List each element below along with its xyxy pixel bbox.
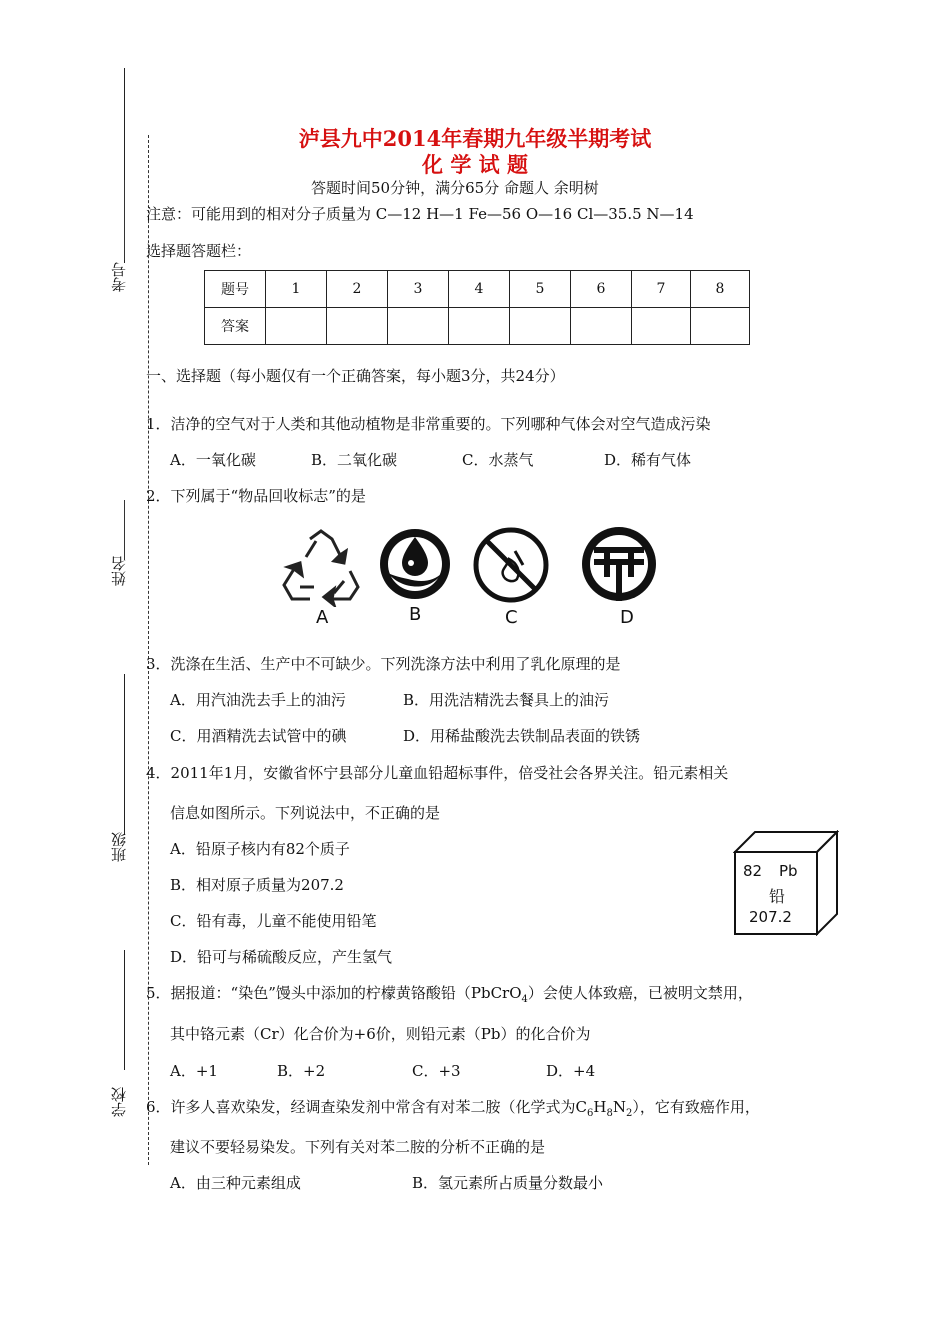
exam-meta: 答题时间50分钟，满分65分 命题人 余明树 [311,179,599,197]
element-name: 铅 [769,887,786,906]
q5-stem-post: ）会使人体致癌，已被明文禁用， [527,984,753,1002]
q6-option-b: B．氢元素所占质量分数最小 [412,1174,604,1192]
exam-title: 泸县九中2014年春期九年级半期考试 [298,126,652,151]
question-number-cell: 6 [571,271,632,308]
answer-cell[interactable] [327,308,388,345]
subject-title: 化 学 试 题 [422,152,528,177]
q4-option-c: C．铅有毒，儿童不能使用铅笔 [170,912,377,930]
q5-stem-pre: 5．据报道：“染色”馒头中添加的柠檬黄铬酸铅（PbCrO [146,984,522,1002]
table-header-cell: 答案 [205,308,266,345]
question-number-cell: 8 [691,271,750,308]
no-fire-icon [473,527,549,603]
question-number-cell: 1 [266,271,327,308]
q5-option-d: D．+4 [546,1062,596,1080]
q3-option-a: A．用汽油洗去手上的油污 [170,691,346,709]
q4-option-a: A．铅原子核内有82个质子 [170,840,350,858]
hazard-icon [580,525,658,603]
table-row [205,271,750,308]
answer-cell[interactable] [691,308,750,345]
q1-stem: 1．洁净的空气对于人类和其他动植物是非常重要的。下列哪种气体会对空气造成污染 [146,415,711,433]
q4-stem-line1: 4．2011年1月，安徽省怀宁县部分儿童血铅超标事件，倍受社会各界关注。铅元素相关 [146,764,729,782]
q6-n: N [612,1098,626,1116]
q3-option-b: B．用洗洁精洗去餐具上的油污 [403,691,610,709]
table-row [205,308,750,345]
name-label: 姓名 [110,556,128,586]
element-box [733,830,839,936]
q1-option-c: C．水蒸气 [462,451,534,469]
q6-stem-line2: 建议不要轻易染发。下列有关对苯二胺的分析不正确的是 [170,1138,546,1156]
answer-cell[interactable] [266,308,327,345]
q4-option-b: B．相对原子质量为207.2 [170,876,344,894]
answer-bar-label: 选择题答题栏： [146,242,252,260]
q2-stem: 2．下列属于“物品回收标志”的是 [146,487,366,505]
q6-stem-pre: 6．许多人喜欢染发，经调查染发剂中常含有对苯二胺（化学式为C [146,1098,588,1116]
water-saving-icon [378,527,452,601]
q6-sub-3: 2 [626,1108,633,1119]
q5-option-c: C．+3 [412,1062,461,1080]
q5-stem-line1 [146,982,753,1005]
q6-h: H [593,1098,607,1116]
exam-no-label: 考号 [110,262,128,292]
question-number-cell: 7 [632,271,691,308]
q2-label-b: B [409,604,422,625]
section-heading: 一、选择题（每小题仅有一个正确答案，每小题3分，共24分） [146,367,565,385]
answer-cell[interactable] [571,308,632,345]
binding-line-low [124,950,125,1070]
q6-option-a: A．由三种元素组成 [170,1174,301,1192]
q5-option-a: A．+1 [170,1062,218,1080]
q5-stem-sub: 4 [521,994,528,1005]
q6-sub-1: 6 [587,1108,594,1119]
question-number-cell: 5 [510,271,571,308]
answer-cell[interactable] [388,308,449,345]
q5-stem-line2: 其中铬元素（Cr）化合价为+6价，则铅元素（Pb）的化合价为 [170,1025,591,1043]
q4-option-d: D．铅可与稀硫酸反应，产生氢气 [170,948,393,966]
cut-dashed-line [148,135,149,1165]
q6-stem-line1 [146,1096,760,1119]
q6-sub-2: 8 [606,1108,613,1119]
school-label: 学校 [110,1087,128,1117]
answer-cell[interactable] [449,308,510,345]
table-header-cell: 题号 [205,271,266,308]
element-symbol: Pb [779,862,798,880]
question-number-cell: 3 [388,271,449,308]
q5-option-b: B．+2 [277,1062,326,1080]
element-mass: 207.2 [749,908,792,926]
q4-stem-line2: 信息如图所示。下列说法中，不正确的是 [170,804,441,822]
class-label: 班级 [110,832,128,862]
q2-label-c: C [505,607,518,628]
question-number-cell: 2 [327,271,388,308]
q3-option-d: D．用稀盐酸洗去铁制品表面的铁锈 [403,727,641,745]
q1-option-b: B．二氧化碳 [311,451,398,469]
q2-label-a: A [316,607,329,628]
q2-label-d: D [620,607,634,628]
question-number-cell: 4 [449,271,510,308]
answer-cell[interactable] [510,308,571,345]
mass-note: 注意：可能用到的相对分子质量为 C—12 H—1 Fe—56 O—16 Cl—35.5 N—14 [146,205,694,223]
q1-option-a: A．一氧化碳 [170,451,256,469]
answer-cell[interactable] [632,308,691,345]
answer-table [204,270,750,345]
q1-option-d: D．稀有气体 [604,451,692,469]
q3-option-c: C．用酒精洗去试管中的碘 [170,727,347,745]
binding-line-mid [124,674,125,834]
recycle-icon [280,527,362,607]
name-underline [124,500,125,560]
exam-no-underline [124,180,125,260]
element-number: 82 [743,862,763,880]
q6-stem-post: ），它有致癌作用， [632,1098,760,1116]
q3-stem: 3．洗涤在生活、生产中不可缺少。下列洗涤方法中利用了乳化原理的是 [146,655,621,673]
